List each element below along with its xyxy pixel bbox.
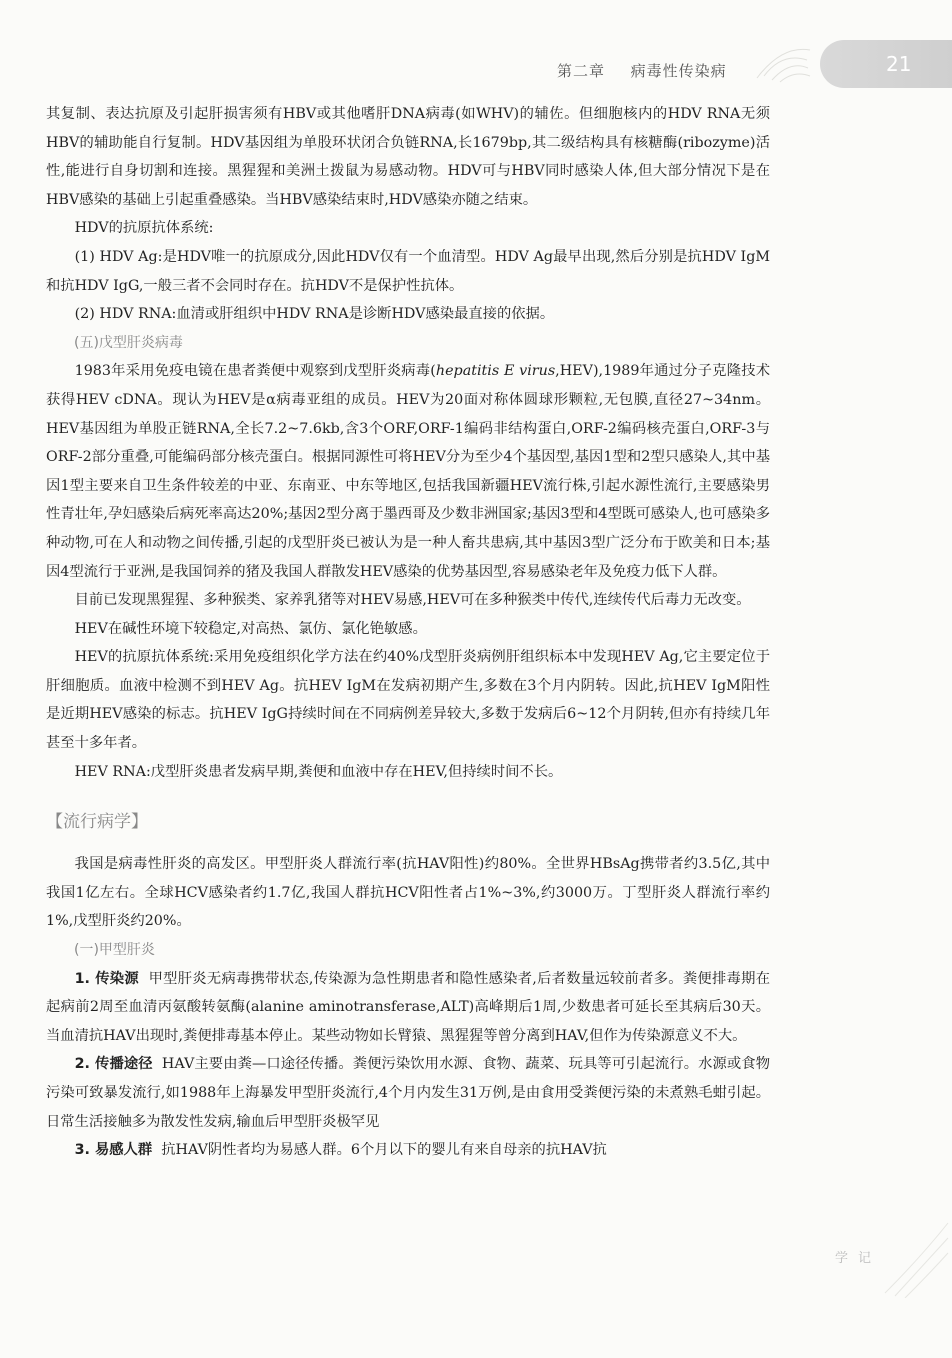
paragraph: 1. 传染源 甲型肝炎无病毒携带状态,传染源为急性期患者和隐性感染者,后者数量远较前者多。粪便排毒期在起病前2周至血清丙氨酸转氨酶(alanine aminotransferase,ALT)高峰期后1周,少数患者可延长至其病后30天。当血清抗HAV出现时,粪便排毒基本停止。某些动物如长臂猿、黑猩猩等曾分离到HAV,但作为传染源意义不大。 xyxy=(46,970,770,1044)
paragraph: (2) HDV RNA:血清或肝组织中HDV RNA是诊断HDV感染最直接的依据。 xyxy=(74,306,555,323)
paragraph: 1983年采用免疫电镜在患者粪便中观察到戊型肝炎病毒(hepatitis E virus,HEV),1989年通过分子克隆技术获得HEV cDNA。现认为HEV是α病毒亚组的成员。HEV为20面对称体圆球形颗粒,无包膜,直径27~34nm。HEV基因组为单股正链RNA,全长7.2~7.6kb,含3个ORF,ORF-1编码非结构蛋白,ORF-2编码核壳蛋白,ORF-3与ORF-2部分重叠,可能编码部分核壳蛋白。根据同源性可将HEV分为至少4个基因型,基因1型和2型只感染人,其中基因1型主要来自卫生条件较差的中亚、东南亚、中东等地区,包括我国新疆HEV流行株,引起水源性流行,主要感染男性青壮年,孕妇感染后病死率高达20%;基因2型分离于墨西哥及少数非洲国家;基因3型和4型既可感染人,也可感染多种动物,可在人和动物之间传播,引起的戊型肝炎已被认为是一种人畜共患病,其中基因3型广泛分布于欧美和日本;基因4型流行于亚洲,是我国饲养的猪及我国人群散发HEV感染的优势基因型,容易感染老年及免疫力低下人群。 xyxy=(46,363,770,580)
leaf-decoration-icon xyxy=(752,40,812,84)
chapter-title: 病毒性传染病 xyxy=(630,62,727,80)
running-header xyxy=(557,60,727,81)
page-number: 21 xyxy=(820,40,952,88)
paragraph: 目前已发现黑猩猩、多种猴类、家养乳猪等对HEV易感,HEV可在多种猴类中传代,连续传代后毒力无改变。 xyxy=(74,592,751,609)
subheading: (一)甲型肝炎 xyxy=(74,942,155,959)
latin-term: hepatitis E virus xyxy=(435,363,556,380)
section-heading: 【流行病学】 xyxy=(46,812,148,833)
term-label: 3. 易感人群 xyxy=(74,1142,153,1159)
paragraph: HEV RNA:戊型肝炎患者发病早期,粪便和血液中存在HEV,但持续时间不长。 xyxy=(74,763,563,780)
paragraph: 其复制、表达抗原及引起肝损害须有HBV或其他嗜肝DNA病毒(如WHV)的辅佐。但细胞核内的HDV RNA无须HBV的辅助能自行复制。HDV基因组为单股环状闭合负链RNA,长1679bp,其二级结构具有核糖酶(ribozyme)活性,能进行自身切割和连接。黑猩猩和美洲土拨鼠为易感动物。HDV可与HBV同时感染人体,但大部分情况下是在HBV感染的基础上引起重叠感染。当HBV感染结束时,HDV感染亦随之结束。 xyxy=(46,106,770,208)
paragraph: 2. 传播途径 HAV主要由粪—口途径传播。粪便污染饮用水源、食物、蔬菜、玩具等可引起流行。水源或食物污染可致暴发流行,如1988年上海暴发甲型肝炎流行,4个月内发生31万例,是由食用受粪便污染的未煮熟毛蚶引起。日常生活接触多为散发性发病,输血后甲型肝炎极罕见 xyxy=(46,1056,770,1130)
paragraph: 3. 易感人群 抗HAV阴性者均为易感人群。6个月以下的婴儿有来自母亲的抗HAV抗 xyxy=(74,1142,607,1159)
subheading: (五)戊型肝炎病毒 xyxy=(74,334,183,351)
paragraph: (1) HDV Ag:是HDV唯一的抗原成分,因此HDV仅有一个血清型。HDV Ag最早出现,然后分别是抗HDV IgM和抗HDV IgG,一般三者不会同时存在。抗HDV不是保护性抗体。 xyxy=(46,248,770,294)
term-label: 2. 传播途径 xyxy=(74,1056,153,1073)
paragraph: 我国是病毒性肝炎的高发区。甲型肝炎人群流行率(抗HAV阳性)约80%。全世界HBsAg携带者约3.5亿,其中我国1亿左右。全球HCV感染者约1.7亿,我国人群抗HCV阳性者占1%~3%,约3000万。丁型肝炎人群流行率约1%,戊型肝炎约20%。 xyxy=(46,856,770,930)
paragraph: HDV的抗原抗体系统: xyxy=(74,220,214,237)
chapter-number: 第二章 xyxy=(557,62,606,80)
paragraph: HEV的抗原抗体系统:采用免疫组织化学方法在约40%戊型肝炎病例肝组织标本中发现HEV Ag,它主要定位于肝细胞质。血液中检测不到HEV Ag。抗HEV IgM在发病初期产生,多数在3个月内阴转。因此,抗HEV IgM阳性是近期HEV感染的标志。抗HEV IgG持续时间在不同病例差异较大,多数于发病后6~12个月阴转,但亦有持续几年甚至十多年者。 xyxy=(46,649,770,752)
term-label: 1. 传染源 xyxy=(74,970,139,987)
paragraph: HEV在碱性环境下较稳定,对高热、氯仿、氯化铯敏感。 xyxy=(74,620,427,637)
main-text xyxy=(46,100,770,1165)
margin-note: 学记 xyxy=(835,1251,882,1266)
leaf-decoration-icon xyxy=(880,1218,950,1298)
